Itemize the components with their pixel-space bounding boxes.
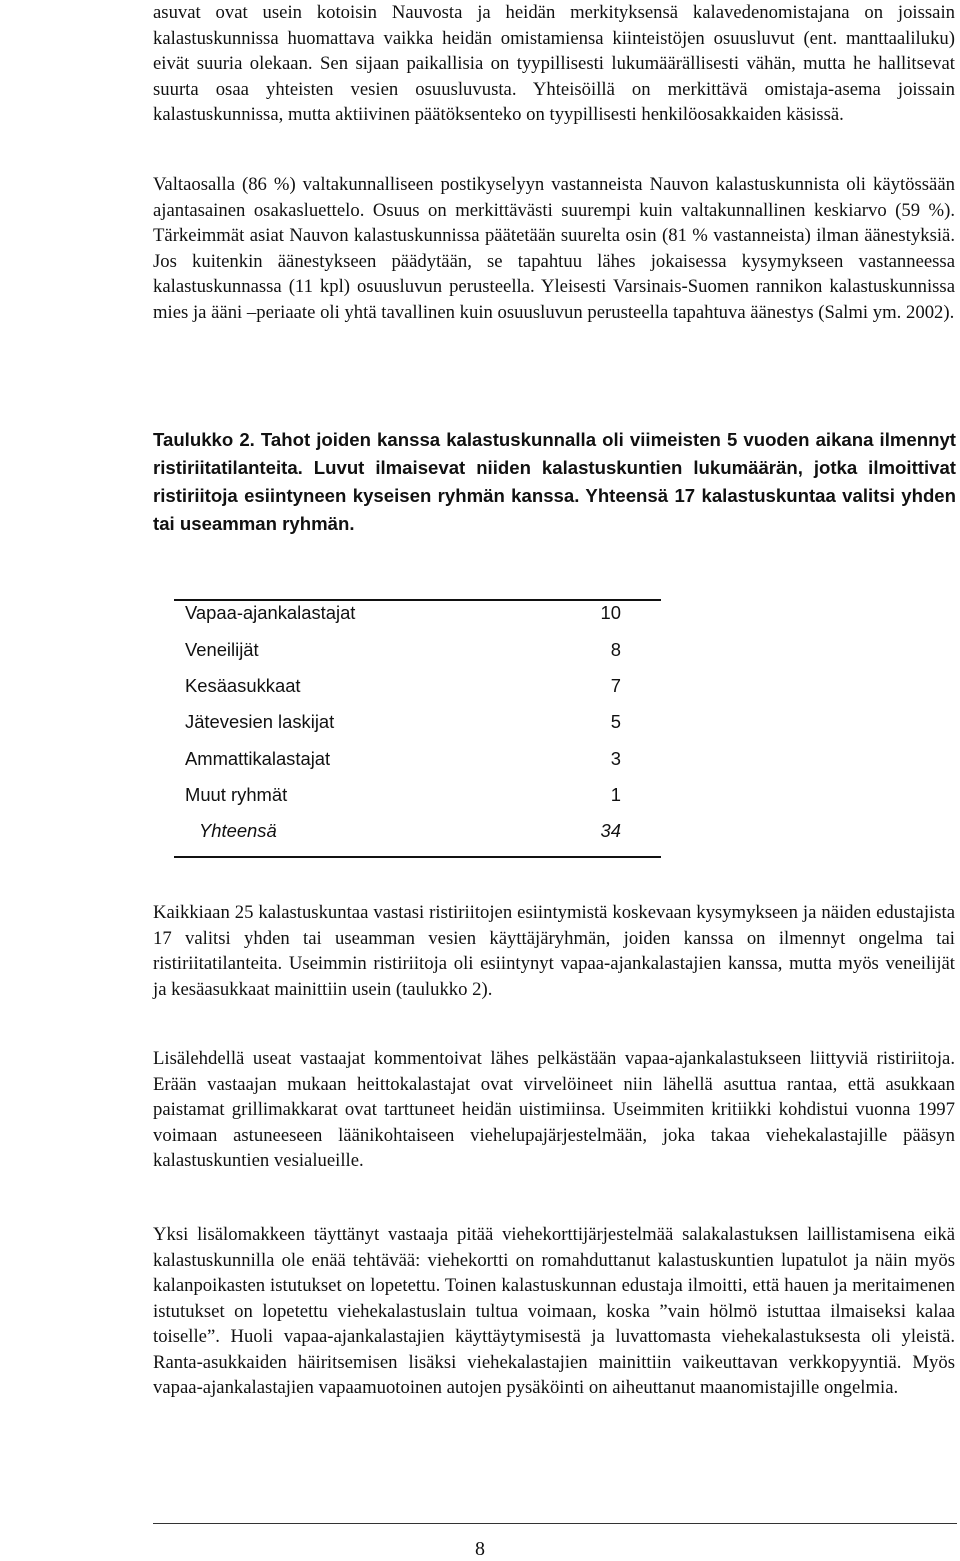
paragraph-shareholder-register: Valtaosalla (86 %) valtakunnalliseen postikyselyyn vastanneista Nauvon kalastuskunnista oli käytössään ajantasainen osakasluettelo. Osuus on merkittävästi suurempi kuin valtakunnallinen keskiarvo (59 %). Tärkeimmät asiat Nauvon kalastuskunnissa päätetään suurelta osin (81 % vastanneista) ilman äänestyksiä. Jos kuitenkin äänestykseen päädytään, se tapahtuu lähes jokaisessa kysymykseen vastanneessa kalastuskunnassa (11 kpl) osuusluvun perusteella. Yleisesti Varsinais-Suomen rannikon kalastuskunnissa mies ja ääni –periaate oli yhtä tavallinen kuin osuusluvun perusteella tapahtuva äänestys (Salmi ym. 2002). xyxy=(153,174,955,323)
table-row xyxy=(174,639,661,675)
row-value: 3 xyxy=(610,748,621,769)
row-value: 5 xyxy=(610,711,621,732)
table-row xyxy=(174,675,661,711)
row-label: Jätevesien laskijat xyxy=(185,711,335,732)
row-label: Veneilijät xyxy=(185,639,259,660)
row-label: Vapaa-ajankalastajat xyxy=(185,602,356,623)
row-value: 1 xyxy=(610,784,621,805)
table-top-rule xyxy=(174,599,661,601)
footer-rule xyxy=(153,1523,957,1524)
table-row xyxy=(174,711,661,747)
paragraph-extra-sheet-comments: Lisälehdellä useat vastaajat kommentoivat lähes pelkästään vapaa-ajankalastukseen liittyviä ristiriitoja. Erään vastaajan mukaan heittokalastajat ovat virvelöineet niin lähellä asuttua rantaa, että asukkaan paistamat grillimakkarat ovat tarttuneet heidän uistimiinsa. Useimmiten kritiikki kohdistui vuonna 1997 voimaan astuneeseen läänikohtaiseen viehelupajärjestelmään, joka takaa viehekalastajille pääsyn kalastuskuntien vesialueille. xyxy=(153,1048,955,1171)
table-row xyxy=(174,602,661,638)
table-row xyxy=(174,748,661,784)
paragraph-lure-permit-critique: Yksi lisälomakkeen täyttänyt vastaaja pitää viehekorttijärjestelmää salakalastuksen laillistamisena eikä kalastuskunnilla ole enää tehtävää: viehekortti on romahduttanut kalastuskuntien lupatulot ja näin myös kalanpoikasten istutukset on lopetettu. Toinen kalastuskunnan edustaja ilmoitti, että hauen ja meritaimenen istutukset on lopetettu viehekalastuslain tultua voimaan, koska ”vain hölmö istuttaa ilmaiseksi kalaa toiselle”. Huoli vapaa-ajankalastajien käyttäytymisestä ja luvattomasta viehekalastuksesta oli yleistä. Ranta-asukkaiden häiritsemisen lisäksi viehekalastajien mainittiin vaikeuttavan verkkopyyntiä. Myös vapaa-ajankalastajien vapaamuotoinen autojen pysäköinti on aiheuttanut maanomistajille ongelmia. xyxy=(153,1224,955,1398)
row-label: Kesäasukkaat xyxy=(185,675,301,696)
page-number: 8 xyxy=(475,1538,485,1560)
total-label: Yhteensä xyxy=(199,820,277,841)
paragraph-ownership: asuvat ovat usein kotoisin Nauvosta ja heidän merkityksensä kalavedenomistajana on joissain kalastuskunnissa huomattava vaikka heidän omistamiensa kiinteistöjen osuusluvut (ent. manttaaliluku) eivät suuria olekaan. Sen sijaan paikallisia on tyypillisesti lukumäärällisesti vähän, mutta he hallitsevat suurta osaa yhteisten vesien osuusluvusta. Yhteisöillä on merkittävä omistaja-asema joissain kalastuskunnissa, mutta aktiivinen päätöksenteko on tyypillisesti henkilöosakkaiden käsissä. xyxy=(153,2,955,125)
row-label: Muut ryhmät xyxy=(185,784,288,805)
table-bottom-rule xyxy=(174,856,661,858)
table-total-row xyxy=(174,820,661,856)
total-value: 34 xyxy=(600,820,621,841)
table-row xyxy=(174,784,661,820)
row-value: 8 xyxy=(610,639,621,660)
row-label: Ammattikalastajat xyxy=(185,748,331,769)
row-value: 7 xyxy=(610,675,621,696)
paragraph-conflicts-summary: Kaikkiaan 25 kalastuskuntaa vastasi ristiriitojen esiintymistä koskevaan kysymykseen ja näiden edustajista 17 valitsi yhden tai useamman vesien käyttäjäryhmän, joiden kanssa on ilmennyt ongelma tai ristiriitatilanteita. Useimmin ristiriitoja oli esiintynyt vapaa-ajankalastajien kanssa, mutta myös veneilijät ja kesäasukkaat mainittiin usein (taulukko 2). xyxy=(153,902,955,1000)
table-caption: Taulukko 2. Tahot joiden kanssa kalastuskunnalla oli viimeisten 5 vuoden aikana ilmennyt ristiriitatilanteita. Luvut ilmaisevat niiden kalastuskuntien lukumäärän, jotka ilmoittivat ristiriitoja esiintyneen kyseisen ryhmän kanssa. Yhteensä 17 kalastuskuntaa valitsi yhden tai useamman ryhmän. xyxy=(153,429,956,534)
row-value: 10 xyxy=(600,602,621,623)
